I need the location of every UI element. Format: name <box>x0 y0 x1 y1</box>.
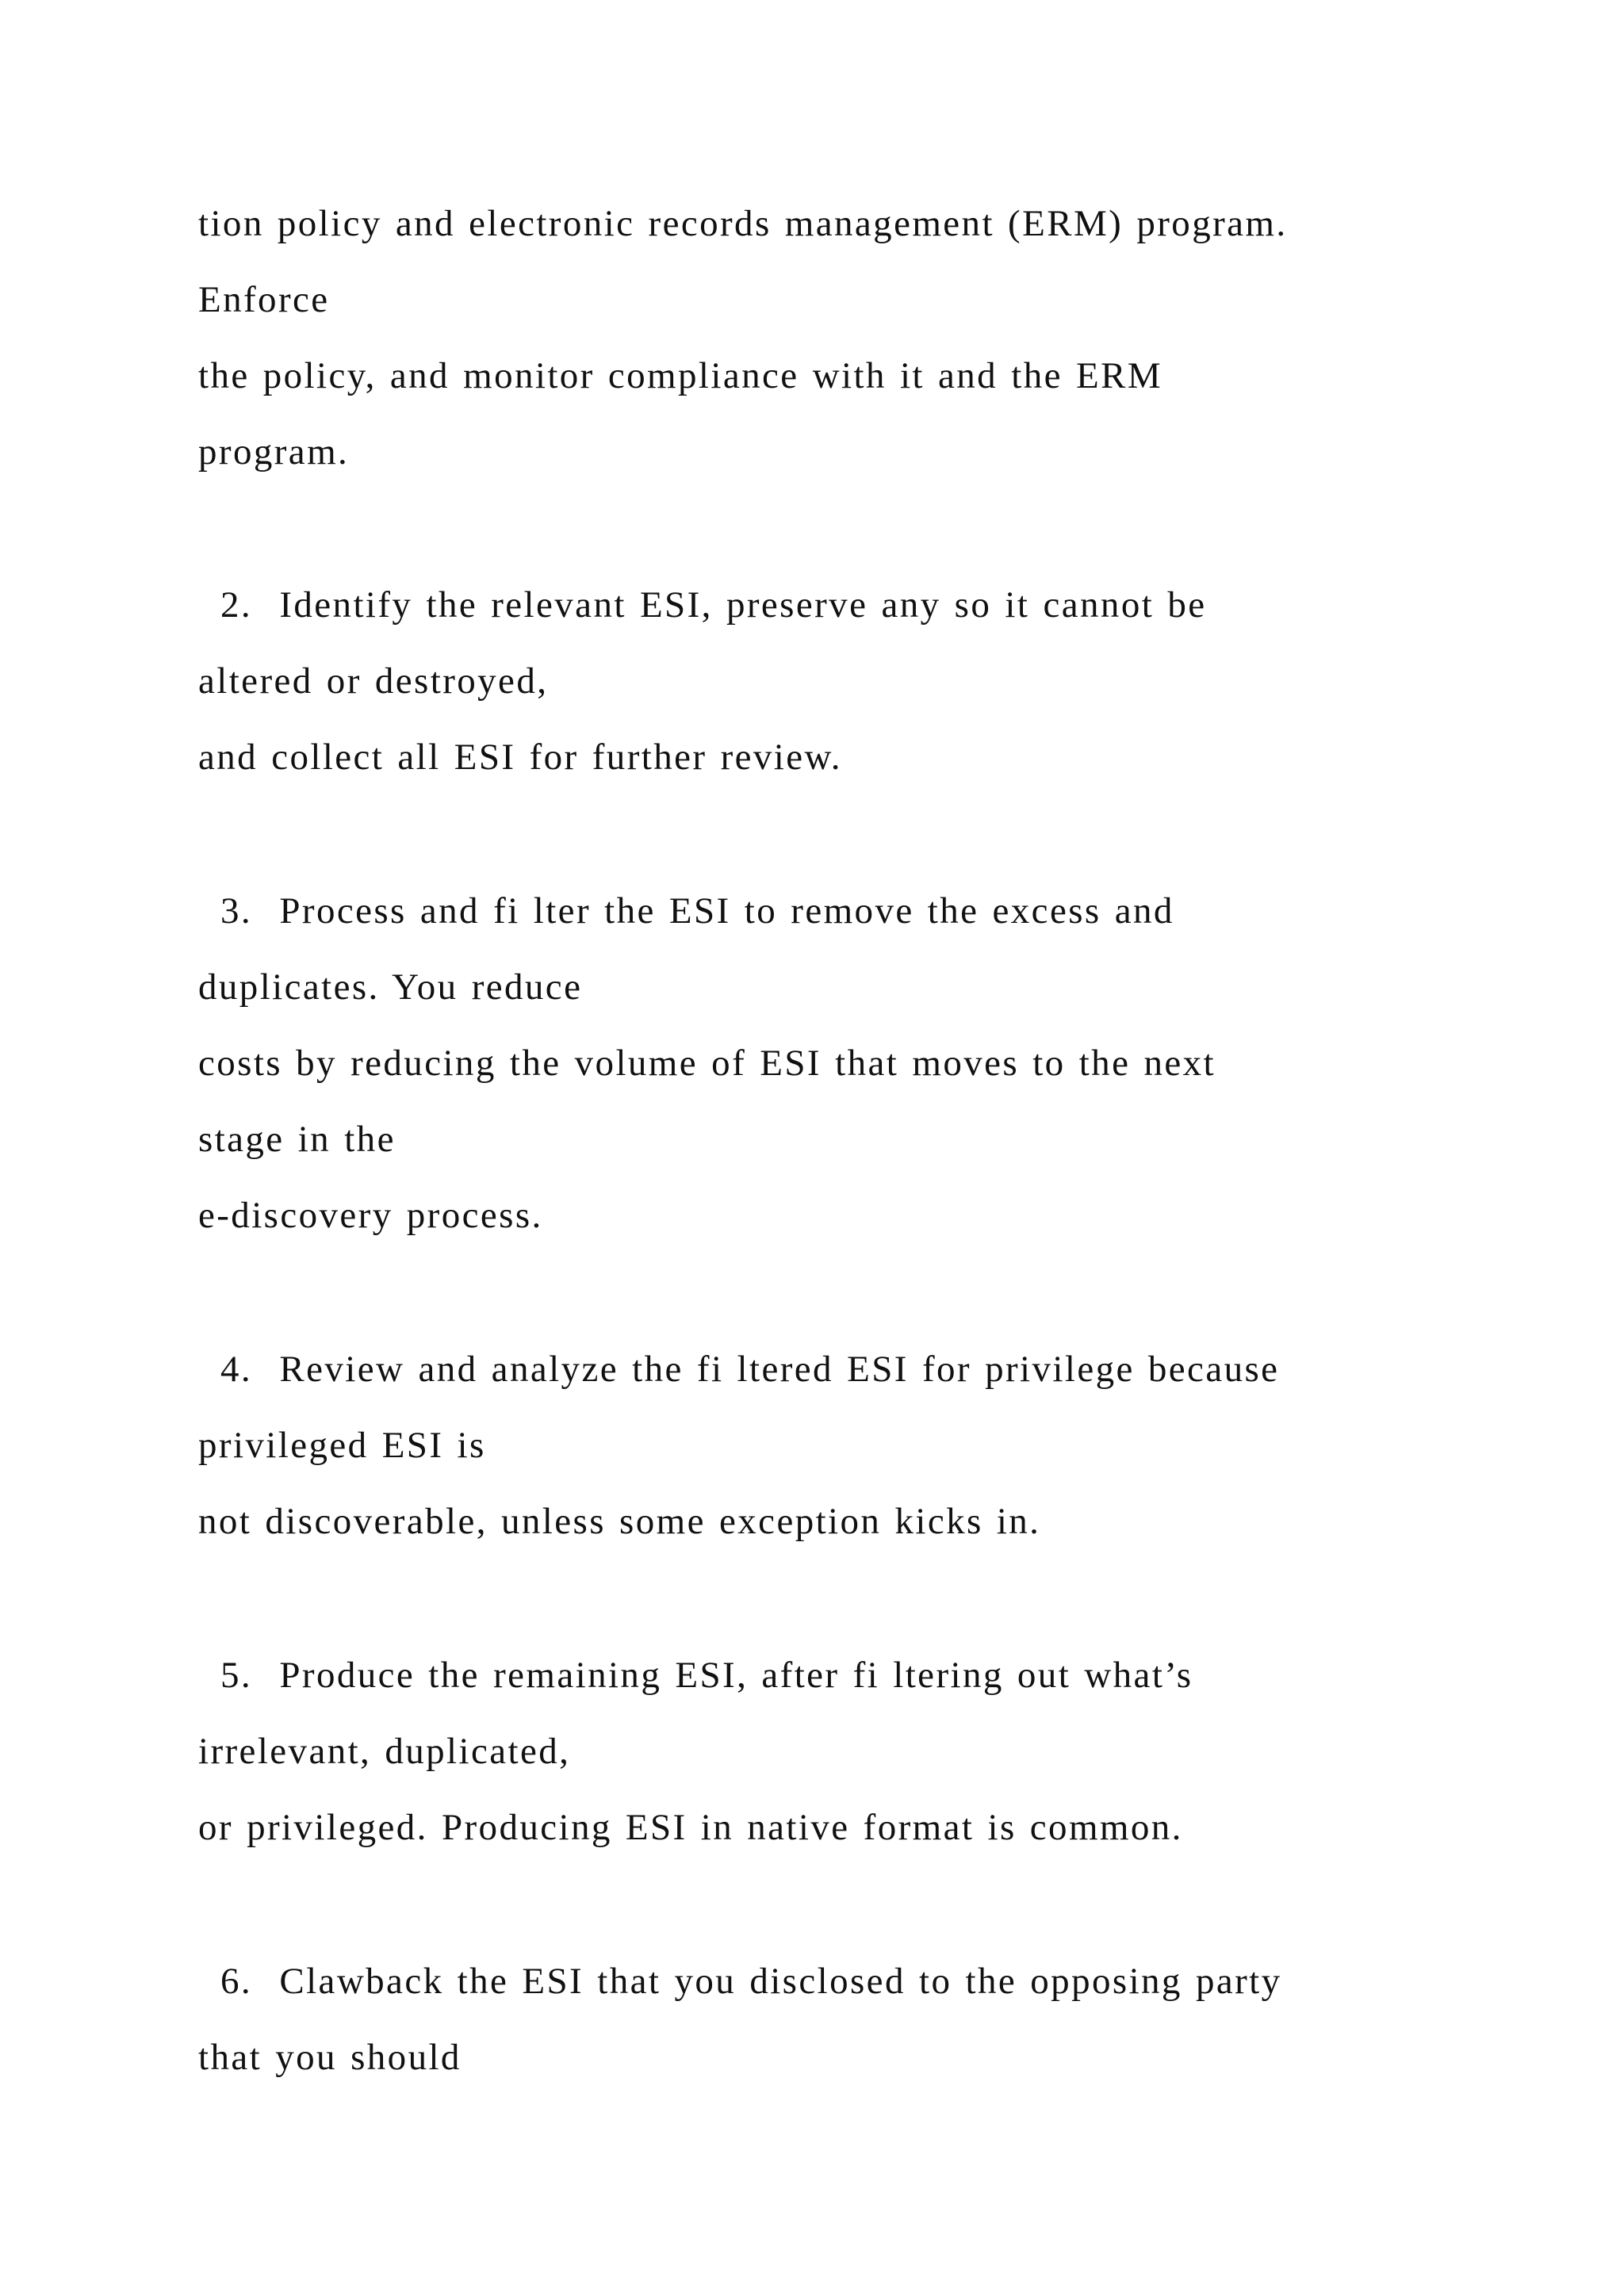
text-line: Enforce <box>198 279 330 320</box>
text-line: tion policy and electronic records management (ERM) program. <box>198 203 1288 244</box>
text-line: that you should <box>198 2037 462 2078</box>
text-line: privileged ESI is <box>198 1425 486 1466</box>
text-line: costs by reducing the volume of ESI that moves to the next <box>198 1043 1216 1084</box>
text-line: irrelevant, duplicated, <box>198 1731 571 1772</box>
text-line: e-discovery process. <box>198 1195 543 1236</box>
list-item-2-text: 2. Identify the relevant ESI, preserve any so it cannot be <box>220 584 1207 626</box>
list-item-3-text: 3. Process and fi lter the ESI to remove the excess and <box>220 890 1174 932</box>
text-line: duplicates. You reduce <box>198 966 583 1008</box>
text-line: and collect all ESI for further review. <box>198 737 842 778</box>
list-item-5-text: 5. Produce the remaining ESI, after fi ltering out what’s <box>220 1655 1193 1696</box>
text-line: program. <box>198 431 350 473</box>
text-line: or privileged. Producing ESI in native format is common. <box>198 1807 1183 1848</box>
text-line: the policy, and monitor compliance with it and the ERM <box>198 355 1163 396</box>
text-line: not discoverable, unless some exception kicks in. <box>198 1501 1041 1542</box>
list-item-4-text: 4. Review and analyze the fi ltered ESI for privilege because <box>220 1349 1280 1390</box>
text-line: stage in the <box>198 1119 396 1160</box>
list-item-6-text: 6. Clawback the ESI that you disclosed to the opposing party <box>220 1961 1282 2002</box>
text-line: altered or destroyed, <box>198 660 549 702</box>
